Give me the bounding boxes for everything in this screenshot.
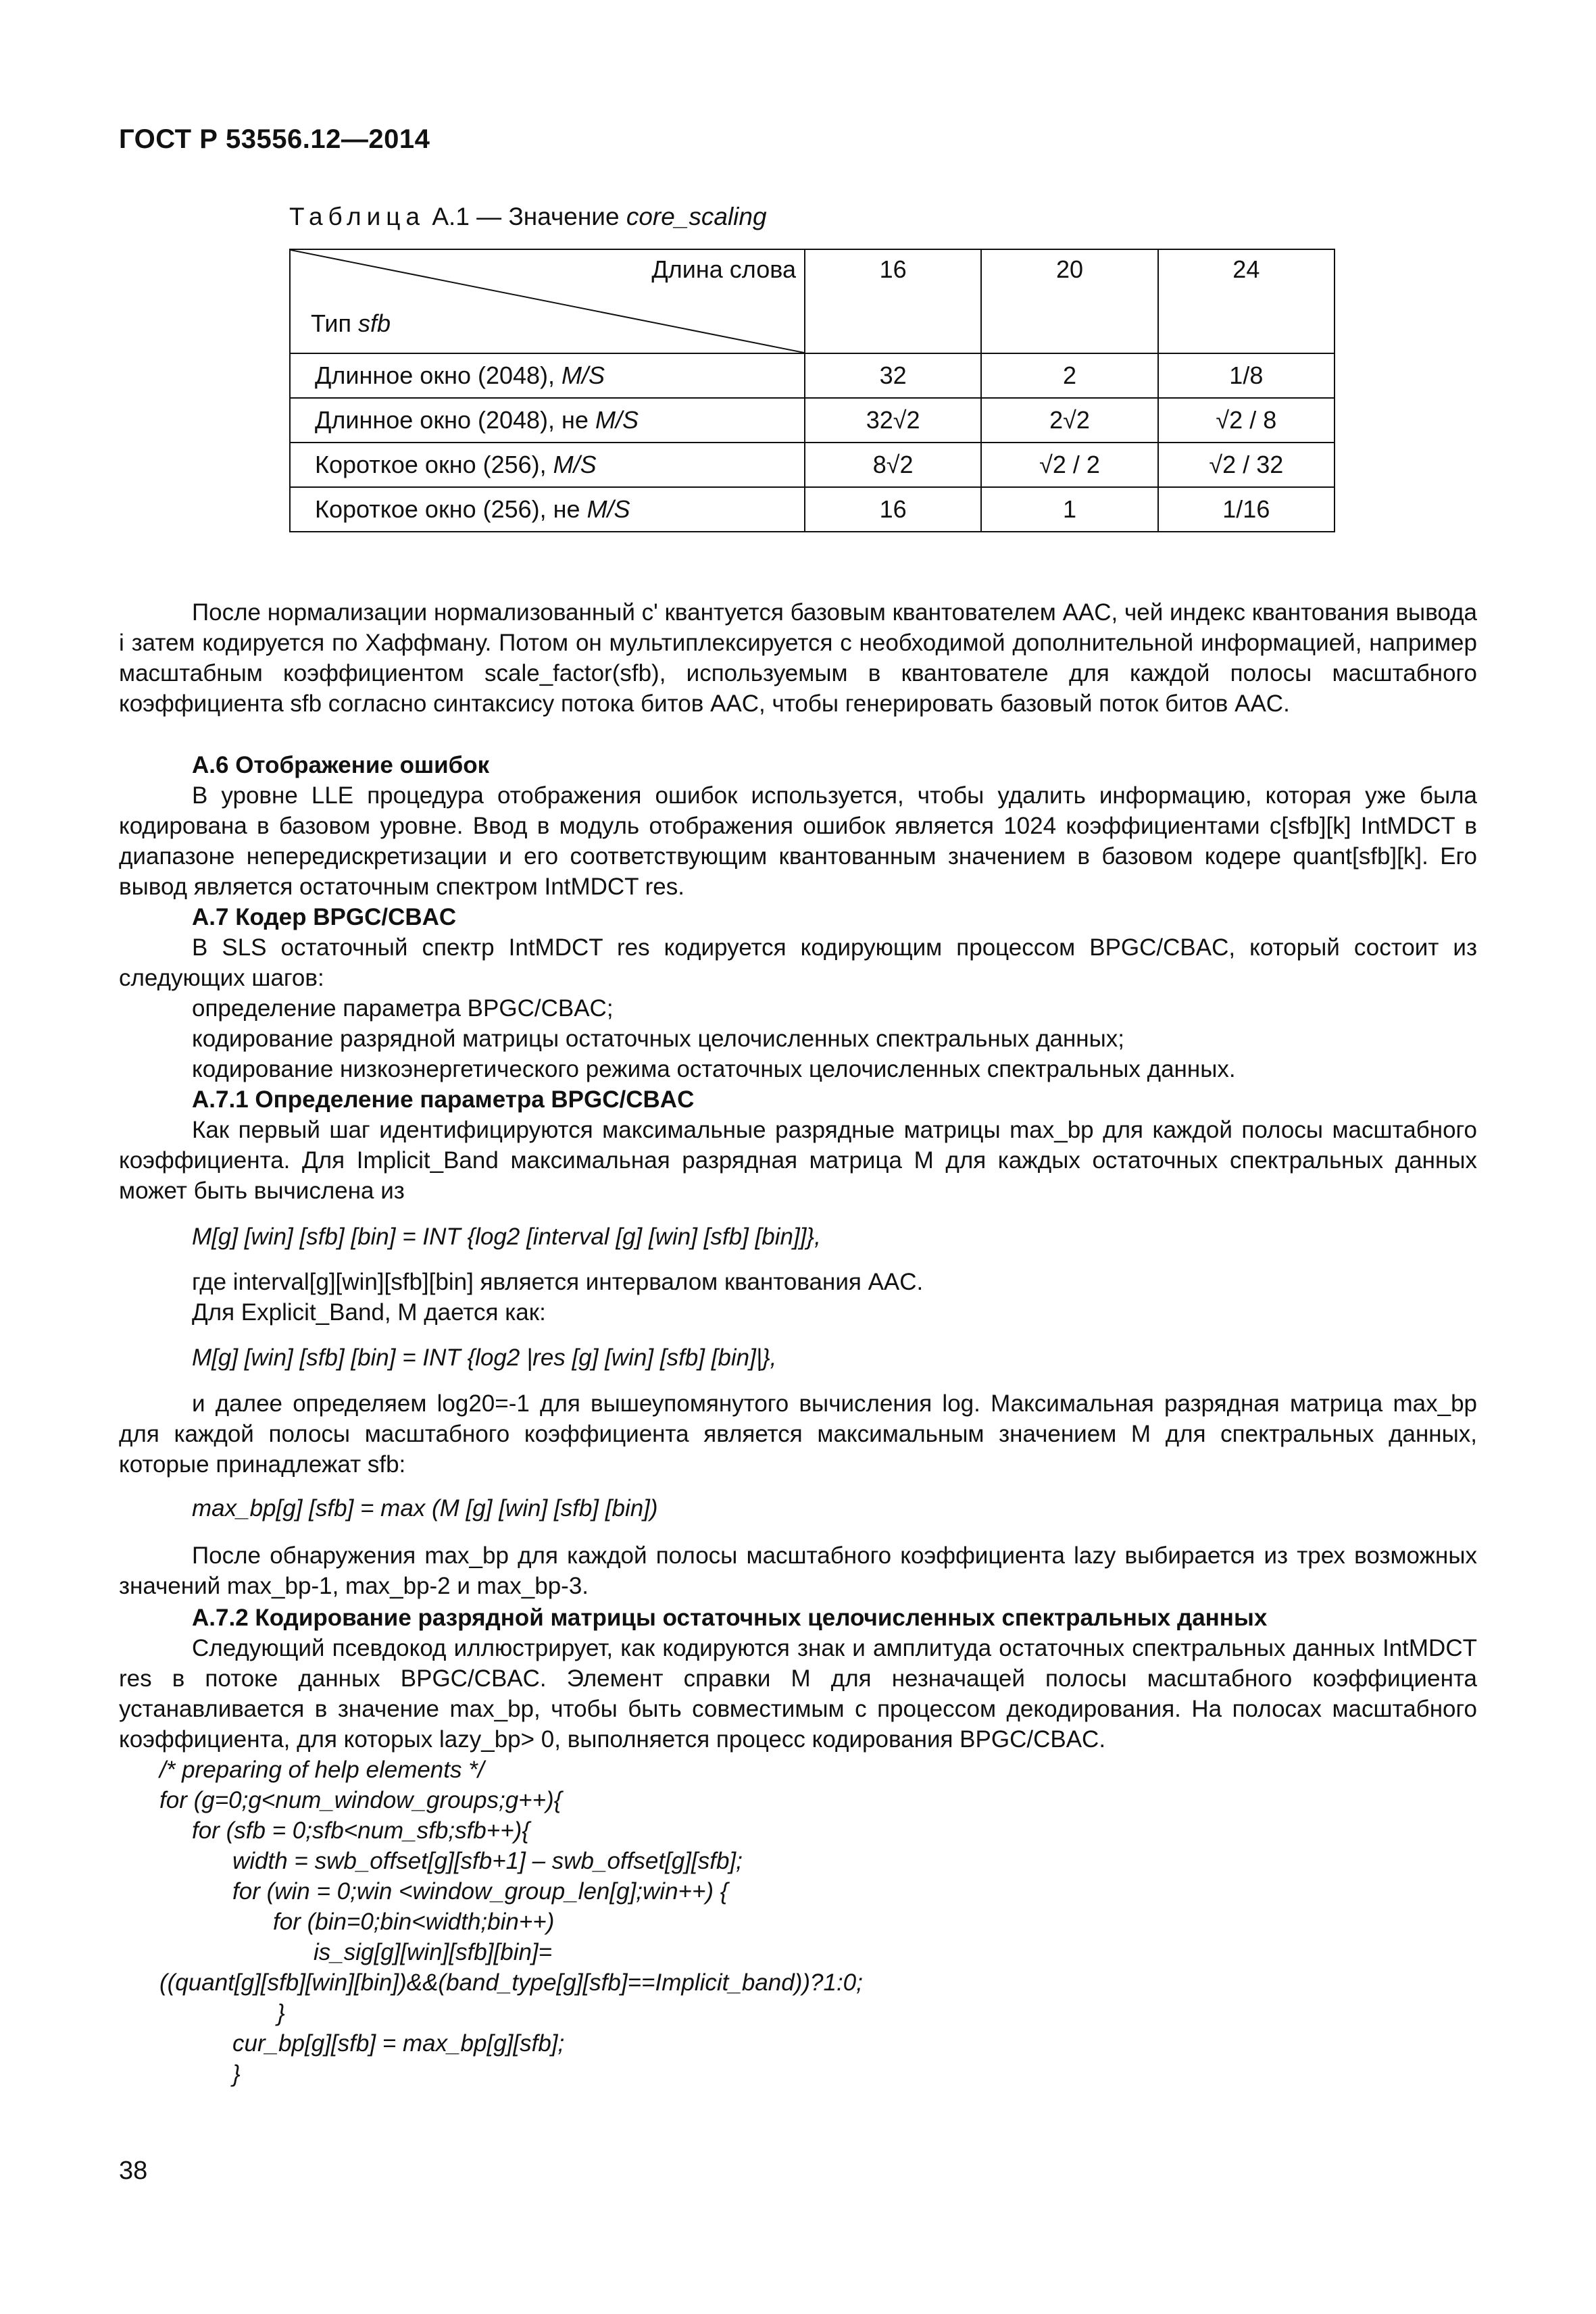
paragraph-sls: В SLS остаточный спектр IntMDCT res кодируется кодирующим процессом BPGC/CBAC, который состоит из следующих шагов:: [119, 934, 1477, 991]
code-line: /* preparing of help elements */: [159, 1757, 484, 1783]
table-corner-cell: [290, 249, 805, 353]
code-line: is_sig[g][win][sfb][bin]=: [314, 1939, 553, 1965]
page-number: 38: [119, 2157, 148, 2185]
table-header-row: [290, 249, 1335, 353]
paragraph-log-definition: и далее определяем log20=-1 для вышеупомянутого вычисления log. Максимальная разрядная матрица max_bp для каждой полосы масштабного коэффициента является максимальным значением M для спектральных данных, которые принадлежат sfb:: [119, 1390, 1477, 1478]
code-line: for (win = 0;win <window_group_len[g];win++) {: [232, 1878, 728, 1905]
paragraph-error-mapping: В уровне LLE процедура отображения ошибок используется, чтобы удалить информацию, которая уже была кодирована в базовом уровне. Ввод в модуль отображения ошибок является 1024 коэффициентами c[sfb][k] IntMDCT в диапазоне непередискретизации и его соответствующим квантованным значением в базовом кодере quant[sfb][k]. Его вывод является остаточным спектром IntMDCT res.: [119, 782, 1477, 900]
code-line: for (bin=0;bin<width;bin++): [273, 1909, 555, 1935]
caption-term: core_scaling: [626, 203, 767, 230]
table-cell: 1: [981, 487, 1157, 532]
table-cell: √2 / 8: [1158, 398, 1335, 443]
corner-top-label: Длина слова: [651, 255, 796, 283]
table-caption: [289, 203, 767, 231]
caption-rest: А.1 — Значение: [425, 203, 626, 230]
table-row: [290, 353, 1335, 398]
row-label: Короткое окно (256), не M/S: [290, 487, 805, 532]
list-item: кодирование разрядной матрицы остаточных целочисленных спектральных данных;: [192, 1026, 1125, 1052]
core-scaling-table: [289, 249, 1335, 532]
formula-where: где interval[g][win][sfb][bin] является интервалом квантования AAC.: [192, 1269, 924, 1295]
table-cell: √2 / 2: [981, 443, 1157, 487]
formula-max-bp: max_bp[g] [sfb] = max (M [g] [win] [sfb] [bin]): [192, 1495, 658, 1521]
code-line: cur_bp[g][sfb] = max_bp[g][sfb];: [232, 2030, 565, 2057]
table-row: [290, 398, 1335, 443]
table-cell: 1/16: [1158, 487, 1335, 532]
paragraph-pseudocode-intro: Следующий псевдокод иллюстрирует, как кодируются знак и амплитуда остаточных спектральных данных IntMDCT res в потоке данных BPGC/CBAC. Элемент справки M для незначащей полосы масштабного коэффициента устанавливается в значение max_bp, чтобы быть совместимым с процессом декодирования. На полосах масштабного коэффициента, для которых lazy_bp> 0, выполняется процесс кодирования BPGC/CBAC.: [119, 1635, 1477, 1753]
code-line: }: [277, 2000, 285, 2026]
row-label: Длинное окно (2048), не M/S: [290, 398, 805, 443]
code-line: ((quant[g][sfb][win][bin])&&(band_type[g][sfb]==Implicit_band))?1:0;: [159, 1969, 863, 1996]
formula-implicit: M[g] [win] [sfb] [bin] = INT {log2 [interval [g] [win] [sfb] [bin]]},: [192, 1224, 821, 1250]
table-cell: 1/8: [1158, 353, 1335, 398]
caption-prefix: Таблица: [289, 203, 426, 230]
code-line: for (g=0;g<num_window_groups;g++){: [159, 1787, 562, 1813]
code-line: width = swb_offset[g][sfb+1] – swb_offset[g][sfb];: [232, 1848, 743, 1874]
table-row: [290, 443, 1335, 487]
heading-a71: А.7.1 Определение параметра BPGC/CBAC: [192, 1086, 695, 1113]
table-cell: 2√2: [981, 398, 1157, 443]
list-item: определение параметра BPGC/CBAC;: [192, 995, 614, 1022]
heading-a7: А.7 Кодер BPGC/CBAC: [192, 904, 457, 930]
document-header: ГОСТ Р 53556.12—2014: [119, 124, 430, 154]
code-line: }: [232, 2061, 241, 2087]
column-header: 24: [1158, 249, 1335, 353]
table-row: [290, 487, 1335, 532]
heading-a6: А.6 Отображение ошибок: [192, 752, 490, 778]
row-label: Короткое окно (256), M/S: [290, 443, 805, 487]
column-header: 20: [981, 249, 1157, 353]
table-cell: 2: [981, 353, 1157, 398]
explicit-band-intro: Для Explicit_Band, M дается как:: [192, 1299, 546, 1326]
paragraph-max-bp: Как первый шаг идентифицируются максимальные разрядные матрицы max_bp для каждой полосы масштабного коэффициента. Для Implicit_Band максимальная разрядная матрица M для каждых остаточных спектральных данных может быть вычислена из: [119, 1117, 1477, 1204]
table-cell: 16: [805, 487, 981, 532]
table-cell: 32√2: [805, 398, 981, 443]
heading-a72: А.7.2 Кодирование разрядной матрицы остаточных целочисленных спектральных данных: [192, 1605, 1268, 1631]
code-line: for (sfb = 0;sfb<num_sfb;sfb++){: [192, 1817, 530, 1844]
column-header: 16: [805, 249, 981, 353]
paragraph-lazy: После обнаружения max_bp для каждой полосы масштабного коэффициента lazy выбирается из трех возможных значений max_bp-1, max_bp-2 и max_bp-3.: [119, 1542, 1477, 1599]
row-label: Длинное окно (2048), M/S: [290, 353, 805, 398]
table-cell: 8√2: [805, 443, 981, 487]
paragraph-normalization: После нормализации нормализованный c' квантуется базовым квантователем AAC, чей индекс квантования вывода i затем кодируется по Хаффману. Потом он мультиплексируется с необходимой дополнительной информацией, например масштабным коэффициентом scale_factor(sfb), используемым в квантователе для каждой полосы масштабного коэффициента sfb согласно синтаксису потока битов AAC, чтобы генерировать базовый поток битов AAC.: [119, 599, 1477, 717]
corner-bottom-label: Тип sfb: [311, 309, 391, 337]
table-cell: 32: [805, 353, 981, 398]
table-cell: √2 / 32: [1158, 443, 1335, 487]
list-item: кодирование низкоэнергетического режима остаточных целочисленных спектральных данных.: [192, 1056, 1236, 1082]
formula-explicit: M[g] [win] [sfb] [bin] = INT {log2 |res [g] [win] [sfb] [bin]|},: [192, 1344, 777, 1371]
